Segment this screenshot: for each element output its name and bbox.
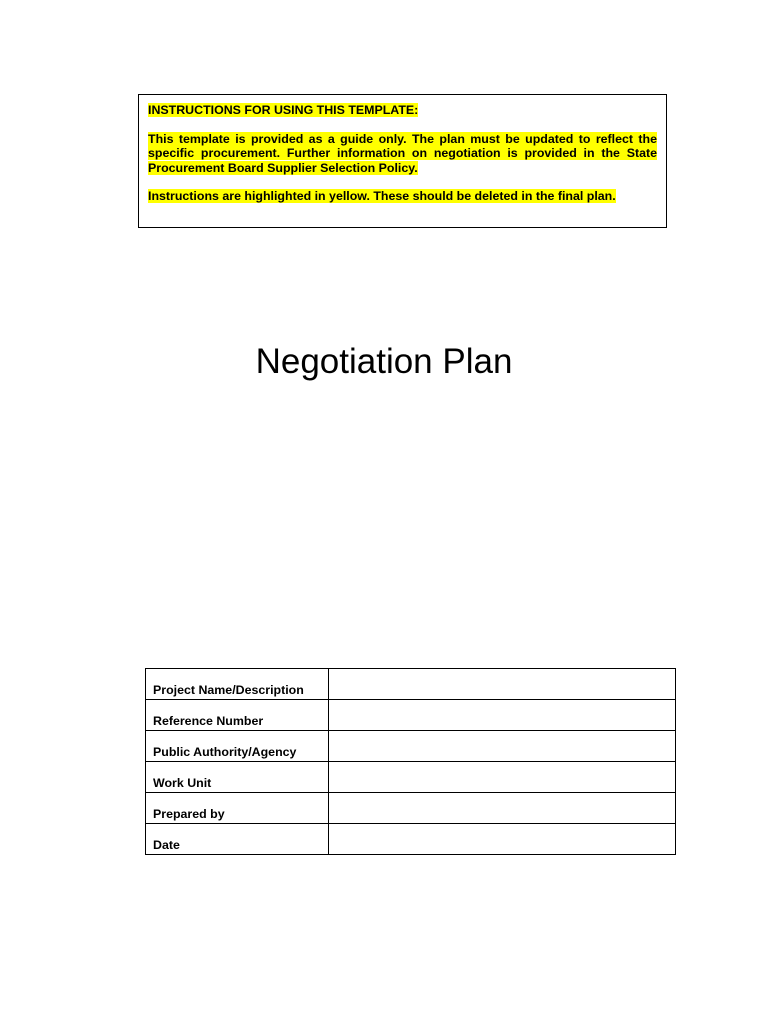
date-label: Date: [146, 824, 329, 855]
public-authority-field[interactable]: [329, 731, 676, 762]
table-row: [146, 793, 676, 824]
table-row: [146, 700, 676, 731]
instructions-heading-text: INSTRUCTIONS FOR USING THIS TEMPLATE:: [148, 103, 419, 117]
instructions-paragraph-1: [148, 132, 657, 176]
prepared-by-label: Prepared by: [146, 793, 329, 824]
project-details-table: [145, 668, 676, 855]
instructions-heading: [148, 103, 657, 118]
prepared-by-field[interactable]: [329, 793, 676, 824]
project-name-label: Project Name/Description: [146, 669, 329, 700]
table-row: [146, 762, 676, 793]
instructions-paragraph-2: [148, 189, 657, 204]
instructions-paragraph-1-text: This template is provided as a guide only. The plan must be updated to reflect the specific procurement. Further information on negotiation is provided in the State Procurement Board Supplier Selection Policy.: [148, 131, 657, 175]
instructions-box: [138, 94, 667, 228]
table-row: [146, 824, 676, 855]
project-name-field[interactable]: [329, 669, 676, 700]
table-row: [146, 731, 676, 762]
reference-number-label: Reference Number: [146, 700, 329, 731]
reference-number-field[interactable]: [329, 700, 676, 731]
instructions-paragraph-2-text: Instructions are highlighted in yellow. These should be deleted in the final plan.: [148, 189, 616, 203]
work-unit-label: Work Unit: [146, 762, 329, 793]
table-row: [146, 669, 676, 700]
work-unit-field[interactable]: [329, 762, 676, 793]
public-authority-label: Public Authority/Agency: [146, 731, 329, 762]
date-field[interactable]: [329, 824, 676, 855]
document-title: Negotiation Plan: [255, 342, 513, 381]
